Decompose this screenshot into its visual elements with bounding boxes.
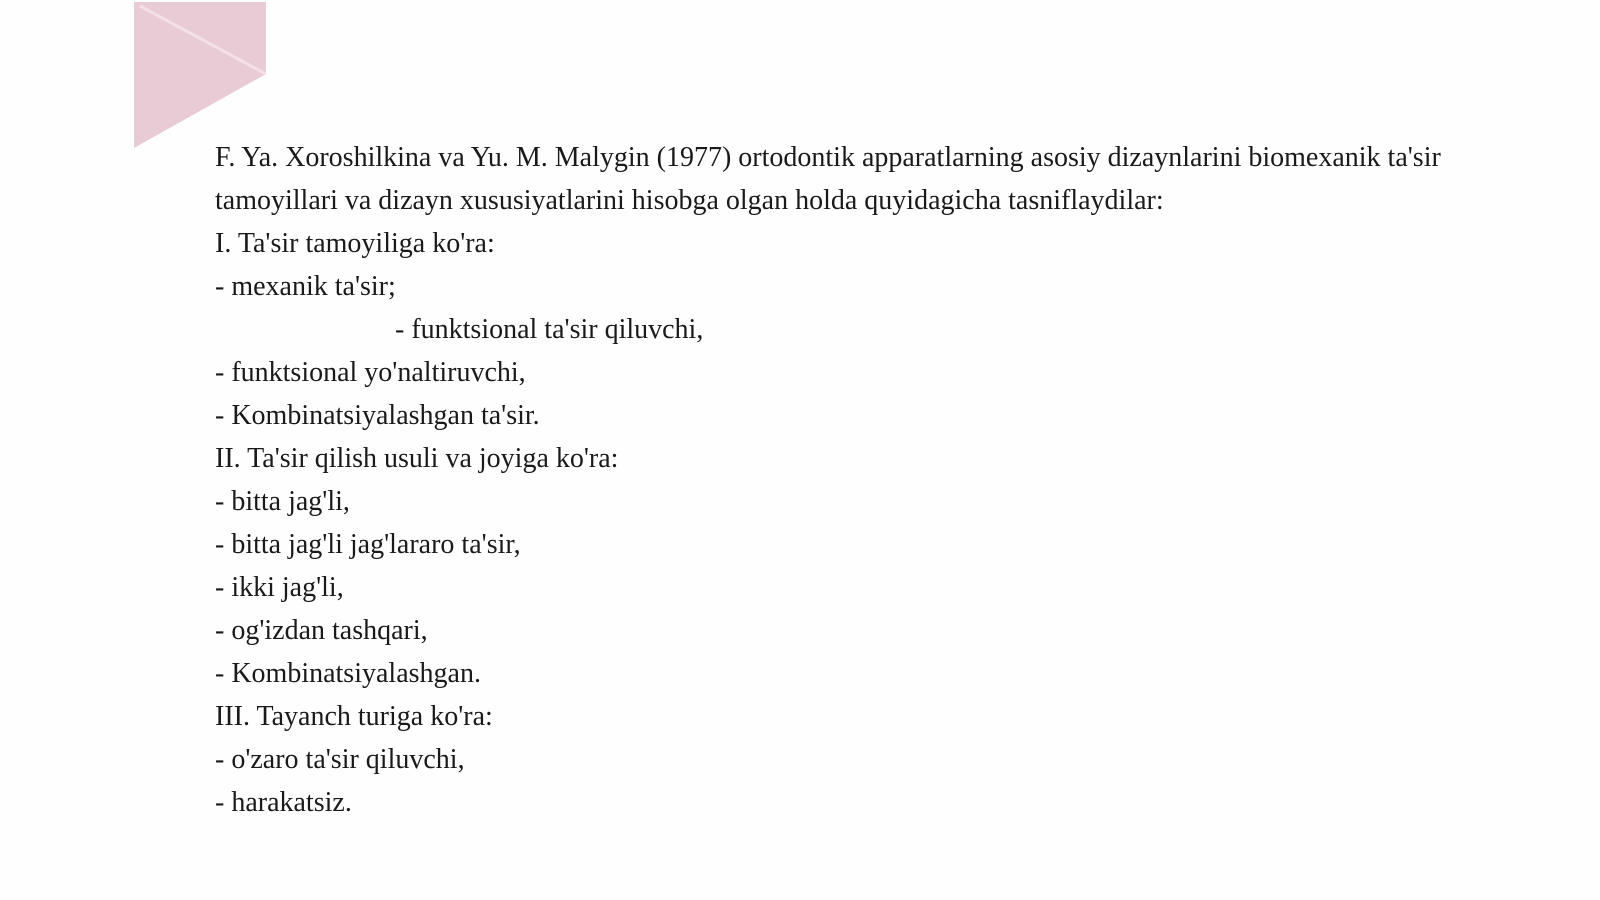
slide-content: [215, 136, 1525, 824]
list-item: - mexanik ta'sir;: [215, 271, 396, 302]
list-item: - funktsional yo'naltiruvchi,: [215, 357, 526, 388]
corner-decoration: [134, 2, 266, 148]
list-item: - bitta jag'li,: [215, 486, 350, 517]
list-item: - Kombinatsiyalashgan ta'sir.: [215, 400, 540, 431]
list-item: - Kombinatsiyalashgan.: [215, 658, 481, 689]
list-item-indented: - funktsional ta'sir qiluvchi,: [395, 314, 704, 345]
list-item: - bitta jag'li jag'lararo ta'sir,: [215, 529, 521, 560]
list-item: - o'zaro ta'sir qiluvchi,: [215, 744, 465, 775]
list-item: - ikki jag'li,: [215, 572, 344, 603]
section-heading-1: I. Ta'sir tamoyiliga ko'ra:: [215, 228, 495, 259]
list-item: - og'izdan tashqari,: [215, 615, 428, 646]
decor-pink-shape: [134, 2, 266, 148]
section-heading-3: III. Tayanch turiga ko'ra:: [215, 701, 493, 732]
section-heading-2: II. Ta'sir qilish usuli va joyiga ko'ra:: [215, 443, 619, 474]
intro-paragraph: F. Ya. Xoroshilkina va Yu. M. Malygin (1977) ortodontik apparatlarning asosiy dizaynlarini biomexanik ta'sir tamoyillari va dizayn xususiyatlarini hisobga olgan holda quyidagicha tasniflaydilar:: [215, 142, 1441, 216]
list-item: - harakatsiz.: [215, 787, 352, 818]
